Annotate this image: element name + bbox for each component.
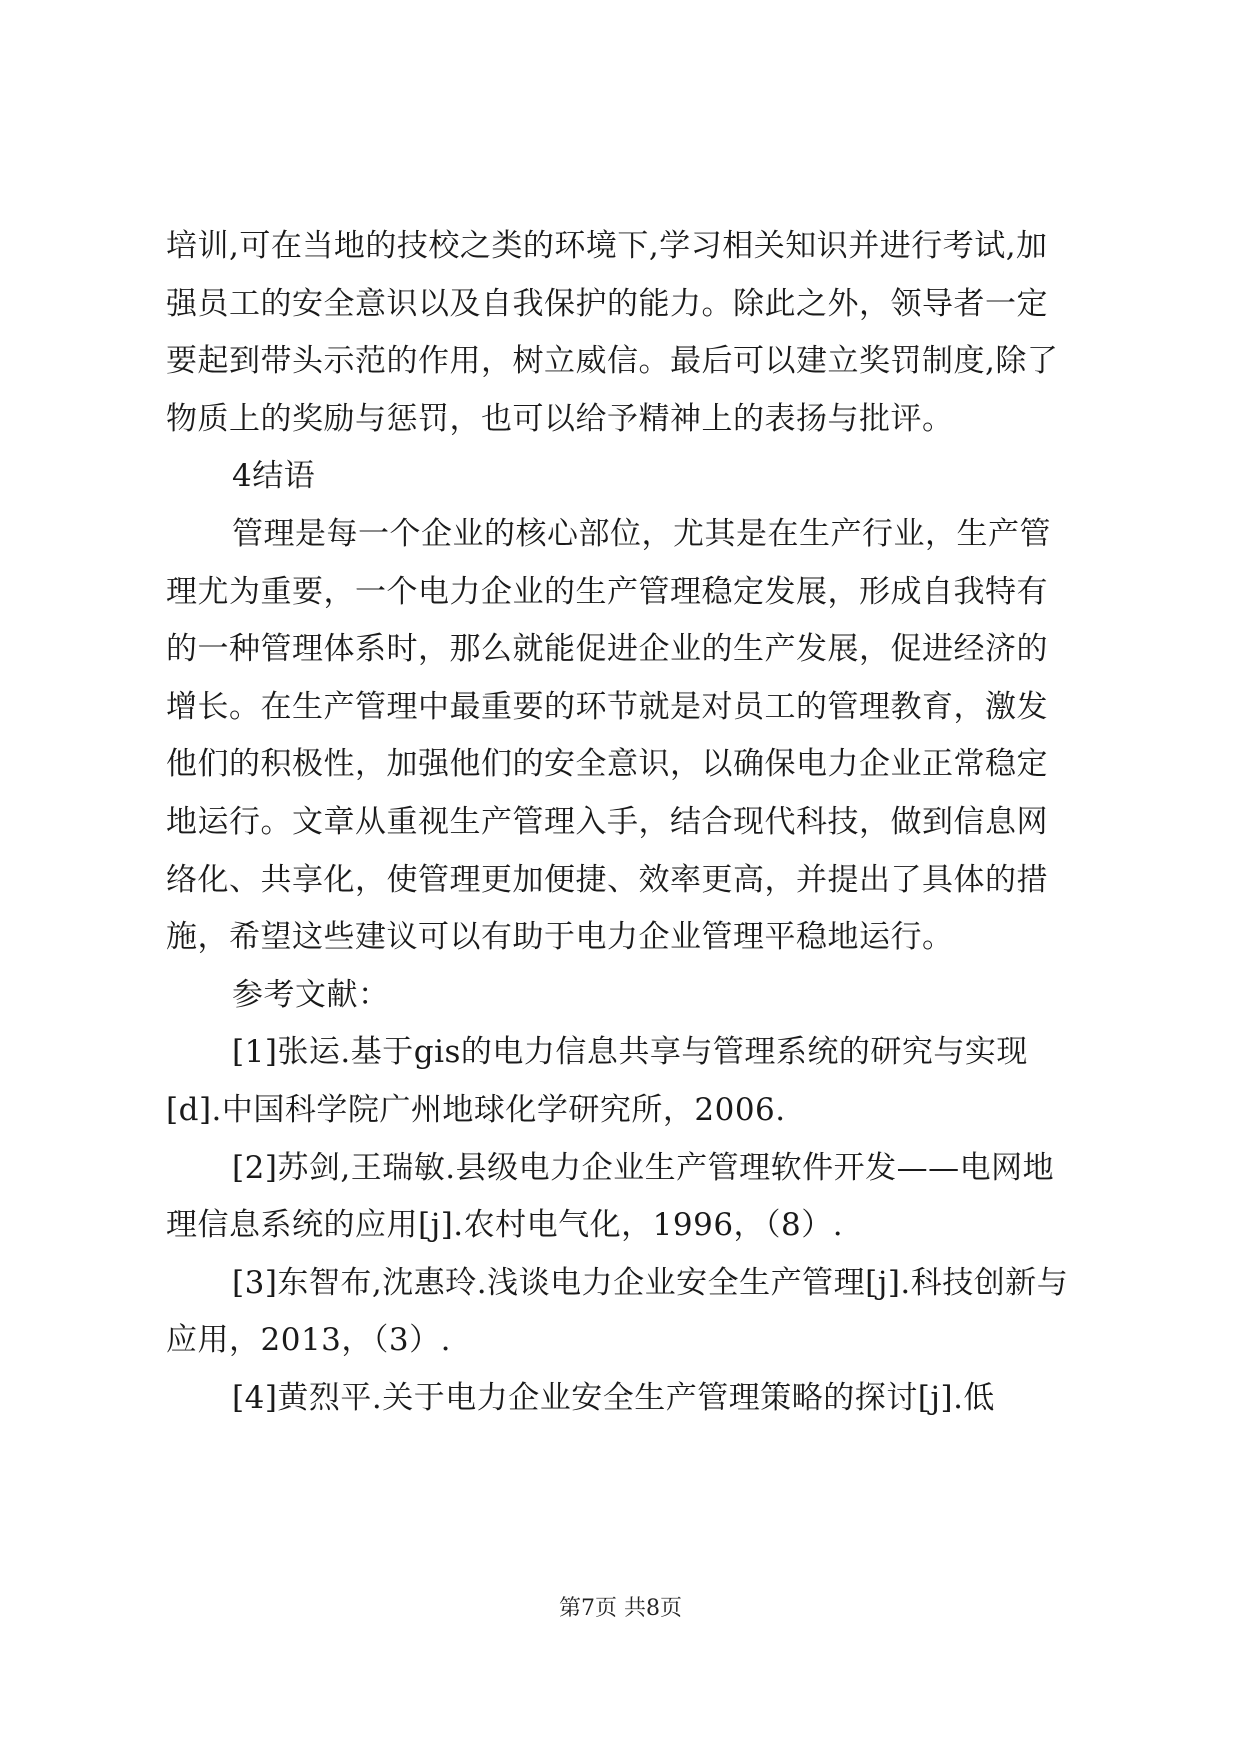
reference-item-4: [4]黄烈平.关于电力企业安全生产管理策略的探讨[j].低 (232, 1379, 995, 1416)
document-body (166, 218, 1078, 1427)
reference-item-2: [2]苏剑,王瑞敏.县级电力企业生产管理软件开发——电网地理信息系统的应用[j].农村电气化，1996，（8）. (166, 1149, 1055, 1244)
section-heading-conclusion: 4结语 (232, 458, 316, 495)
paragraph-training: 培训,可在当地的技校之类的环境下,学习相关知识并进行考试,加强员工的安全意识以及自我保护的能力。除此之外，领导者一定要起到带头示范的作用，树立威信。最后可以建立奖罚制度,除了物质上的奖励与惩罚，也可以给予精神上的表扬与批评。 (166, 228, 1059, 437)
paragraph-conclusion: 管理是每一个企业的核心部位，尤其是在生产行业，生产管理尤为重要，一个电力企业的生产管理稳定发展，形成自我特有的一种管理体系时，那么就能促进企业的生产发展，促进经济的增长。在生产管理中最重要的环节就是对员工的管理教育，激发他们的积极性，加强他们的安全意识，以确保电力企业正常稳定地运行。文章从重视生产管理入手，结合现代科技，做到信息网络化、共享化，使管理更加便捷、效率更高，并提出了具体的措施，希望这些建议可以有助于电力企业管理平稳地运行。 (166, 515, 1051, 956)
page-footer (0, 1594, 1241, 1624)
references-heading: 参考文献： (232, 976, 390, 1013)
page-number-label: 第7页 共8页 (559, 1596, 682, 1621)
reference-item-1: [1]张运.基于gis的电力信息共享与管理系统的研究与实现[d].中国科学院广州地球化学研究所，2006. (166, 1034, 1028, 1128)
reference-item-3: [3]东智布,沈惠玲.浅谈电力企业安全生产管理[j].科技创新与应用，2013，（3）. (166, 1264, 1069, 1359)
